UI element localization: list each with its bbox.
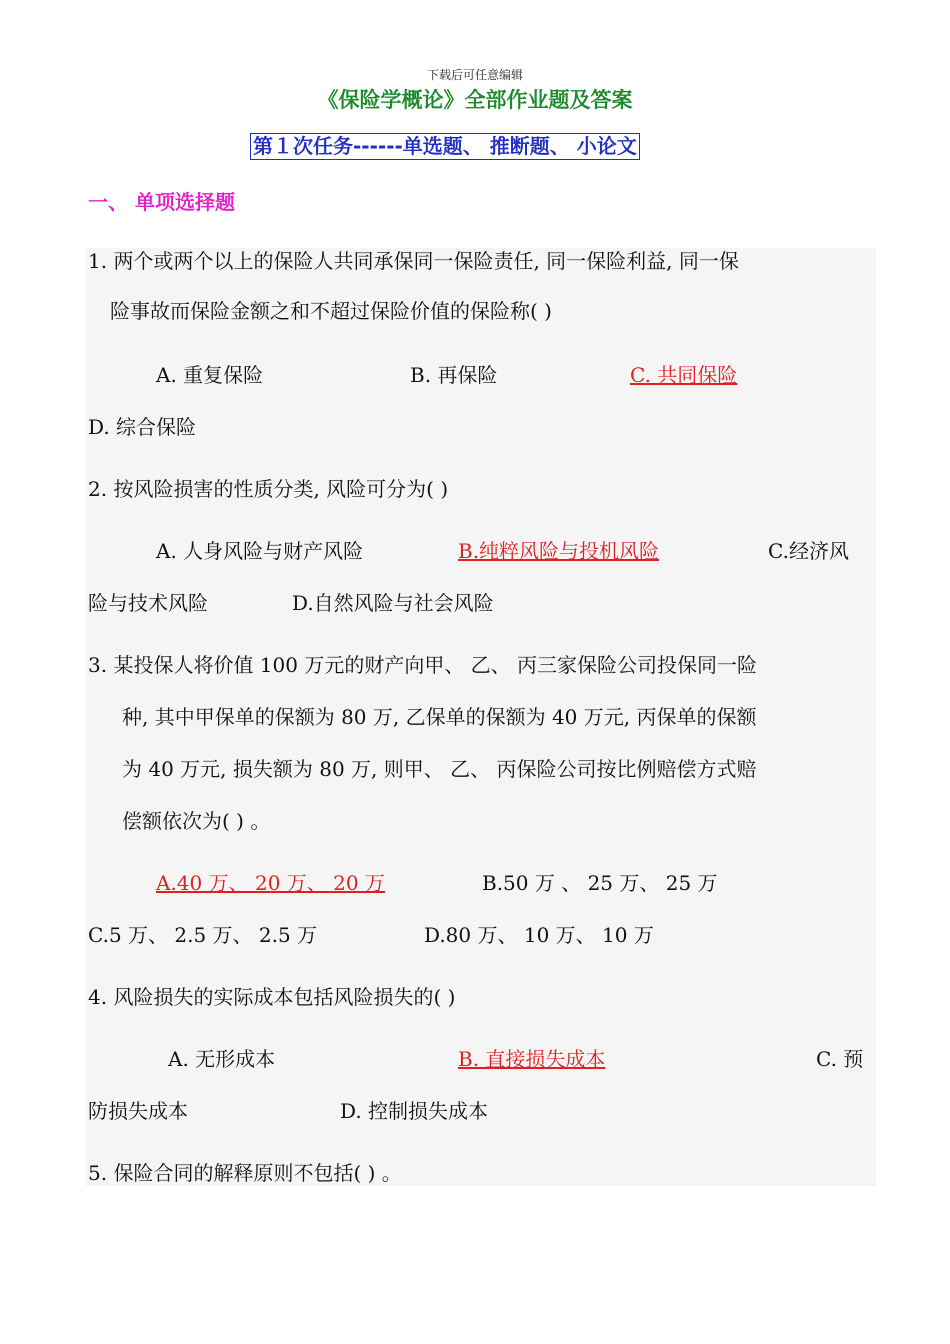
q2-option-c: C.经济风 bbox=[768, 539, 849, 563]
q4-option-c-continued: 防损失成本 bbox=[88, 1099, 188, 1123]
q5-text-line-1: 5. 保险合同的解释原则不包括( ) 。 bbox=[88, 1161, 402, 1185]
q2-option-a: A. 人身风险与财产风险 bbox=[156, 539, 364, 563]
q1-option-b: B. 再保险 bbox=[410, 363, 498, 387]
download-note: 下载后可任意编辑 bbox=[426, 68, 523, 82]
section-heading: 一、 单项选择题 bbox=[88, 190, 235, 214]
q3-text-line-2: 种, 其中甲保单的保额为 80 万, 乙保单的保额为 40 万元, 丙保单的保额 bbox=[122, 705, 757, 729]
task-heading: 第１次任务------单选题、 推断题、 小论文 bbox=[250, 133, 640, 160]
q3-option-a-answer: A.40 万、 20 万、 20 万 bbox=[156, 871, 385, 895]
q3-option-b: B.50 万 、 25 万、 25 万 bbox=[482, 871, 718, 895]
q3-text-line-1: 3. 某投保人将价值 100 万元的财产向甲、 乙、 丙三家保险公司投保同一险 bbox=[88, 653, 758, 677]
q4-option-a: A. 无形成本 bbox=[168, 1047, 276, 1071]
q4-option-d: D. 控制损失成本 bbox=[340, 1099, 489, 1123]
q3-option-d: D.80 万、 10 万、 10 万 bbox=[424, 923, 654, 947]
q2-option-b-answer: B.纯粹风险与投机风险 bbox=[458, 539, 660, 563]
q4-option-b-answer: B. 直接损失成本 bbox=[458, 1047, 606, 1071]
q1-option-c-answer: C. 共同保险 bbox=[630, 363, 738, 387]
q3-text-line-4: 偿额依次为( ) 。 bbox=[122, 809, 271, 833]
q3-text-line-3: 为 40 万元, 损失额为 80 万, 则甲、 乙、 丙保险公司按比例赔偿方式赔 bbox=[122, 757, 757, 781]
q3-option-c: C.5 万、 2.5 万、 2.5 万 bbox=[88, 923, 318, 947]
q1-text-line-1: 1. 两个或两个以上的保险人共同承保同一保险责任, 同一保险利益, 同一保 bbox=[88, 249, 739, 273]
q4-option-c: C. 预 bbox=[816, 1047, 864, 1071]
q1-option-a: A. 重复保险 bbox=[156, 363, 264, 387]
q1-option-d: D. 综合保险 bbox=[88, 415, 197, 439]
q2-text-line-1: 2. 按风险损害的性质分类, 风险可分为( ) bbox=[88, 477, 449, 501]
q1-text-line-2: 险事故而保险金额之和不超过保险价值的保险称( ) bbox=[110, 299, 552, 323]
q2-option-d: D.自然风险与社会风险 bbox=[292, 591, 494, 615]
q4-text-line-1: 4. 风险损失的实际成本包括风险损失的( ) bbox=[88, 985, 456, 1009]
q2-option-c-continued: 险与技术风险 bbox=[88, 591, 208, 615]
document-title: 《保险学概论》全部作业题及答案 bbox=[317, 88, 633, 112]
